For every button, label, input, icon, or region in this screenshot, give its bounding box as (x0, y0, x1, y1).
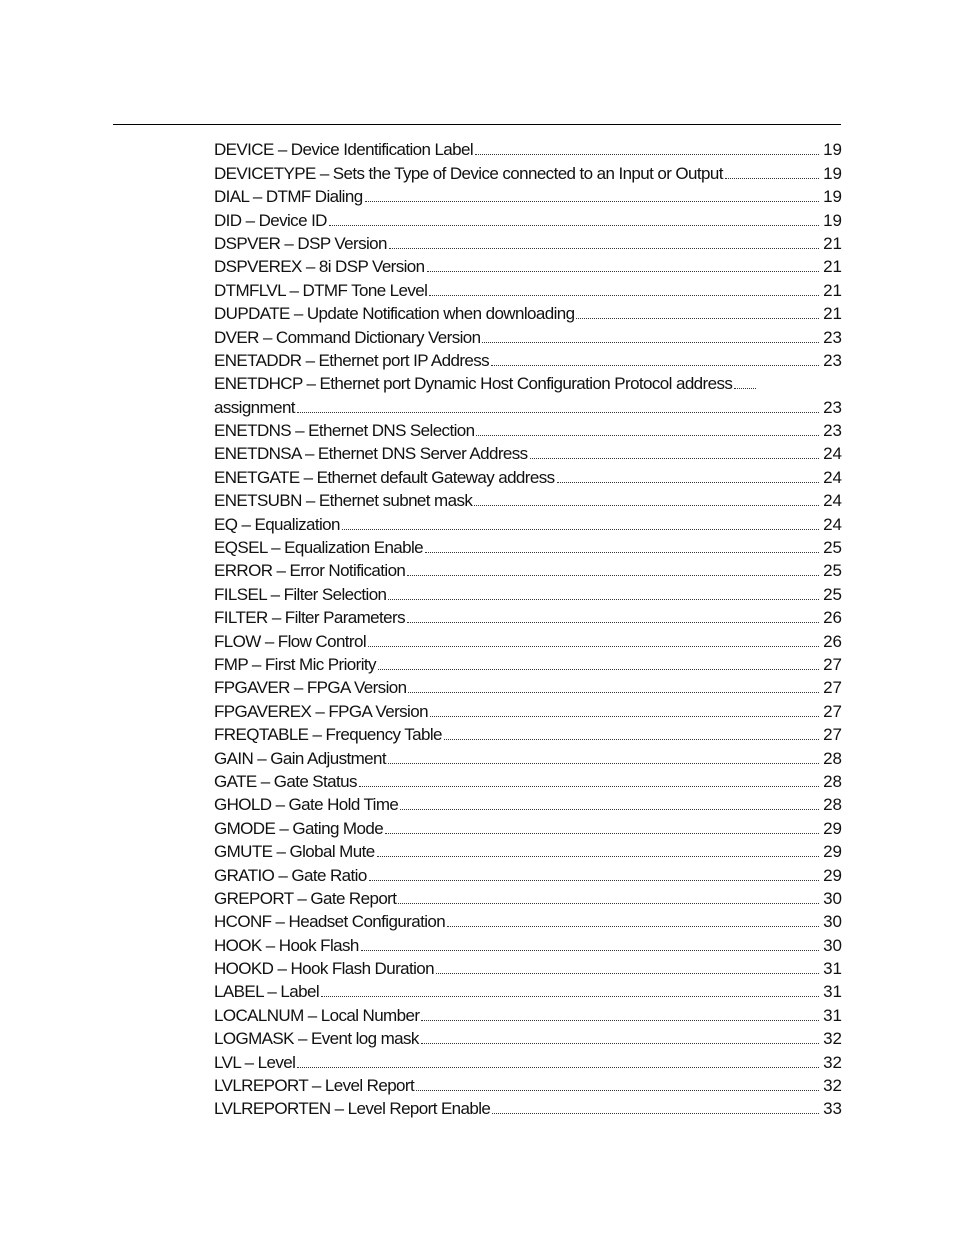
toc-entry[interactable] (214, 441, 842, 464)
toc-entry[interactable] (214, 1073, 842, 1096)
toc-entry-label: DVER – Command Dictionary Version (214, 327, 481, 347)
dot-leader (297, 412, 819, 413)
toc-entry[interactable] (214, 815, 842, 838)
toc-entry-label: FILTER – Filter Parameters (214, 608, 405, 628)
toc-entry-label: DEVICETYPE – Sets the Type of Device connected to an Input or Output (214, 163, 723, 183)
toc-page-number: 21 (823, 233, 842, 253)
toc-entry[interactable] (214, 324, 842, 347)
dot-leader (388, 599, 819, 600)
toc-entry-label: DSPVEREX – 8i DSP Version (214, 257, 425, 277)
dot-leader (385, 833, 819, 834)
toc-entry[interactable] (214, 371, 842, 394)
toc-page-number: 23 (823, 421, 842, 441)
toc-entry[interactable] (214, 886, 842, 909)
toc-entry[interactable] (214, 1026, 842, 1049)
toc-entry-label: LVL – Level (214, 1052, 296, 1072)
dot-leader (297, 1067, 819, 1068)
dot-leader (407, 575, 819, 576)
toc-entry[interactable] (214, 839, 842, 862)
toc-entry[interactable] (214, 1002, 842, 1025)
toc-entry-label: LVLREPORTEN – Level Report Enable (214, 1099, 491, 1119)
toc-page-number: 23 (823, 350, 842, 370)
toc-entry[interactable] (214, 745, 842, 768)
dot-leader (421, 1020, 819, 1021)
toc-entry-label: DSPVER – DSP Version (214, 233, 387, 253)
toc-entry-label: DEVICE – Device Identification Label (214, 140, 474, 160)
toc-entry-label: GHOLD – Gate Hold Time (214, 795, 399, 815)
dot-leader (361, 950, 819, 951)
dot-leader (557, 482, 820, 483)
toc-entry[interactable] (214, 722, 842, 745)
toc-page-number: 19 (823, 210, 842, 230)
toc-page-number: 28 (823, 748, 842, 768)
toc-page-number: 19 (823, 187, 842, 207)
dot-leader (576, 318, 819, 319)
toc-entry[interactable] (214, 277, 842, 300)
toc-entry[interactable] (214, 1049, 842, 1072)
toc-page-number: 25 (823, 561, 842, 581)
toc-page-number: 31 (823, 959, 842, 979)
toc-entry-label: GMUTE – Global Mute (214, 842, 375, 862)
toc-entry[interactable] (214, 348, 842, 371)
dot-leader (482, 342, 819, 343)
toc-page-number: 19 (823, 163, 842, 183)
toc-page-number: 27 (823, 654, 842, 674)
toc-entry-label: HOOKD – Hook Flash Duration (214, 959, 434, 979)
toc-entry-label: GATE – Gate Status (214, 771, 357, 791)
dot-leader (321, 996, 819, 997)
toc-entry-label: HOOK – Hook Flash (214, 935, 359, 955)
toc-entry-label: LOGMASK – Event log mask (214, 1029, 419, 1049)
toc-page-number: 29 (823, 842, 842, 862)
dot-leader (388, 763, 819, 764)
toc-entry-label: ENETDHCP – Ethernet port Dynamic Host Configuration Protocol address (214, 374, 733, 394)
toc-page-number: 29 (823, 818, 842, 838)
dot-leader (447, 926, 819, 927)
toc-entry[interactable] (214, 160, 842, 183)
dot-leader (474, 505, 819, 506)
toc-entry[interactable] (214, 956, 842, 979)
dot-leader (398, 903, 819, 904)
toc-entry-label: FPGAVEREX – FPGA Version (214, 701, 428, 721)
toc-page-number: 26 (823, 608, 842, 628)
dot-leader (425, 552, 819, 553)
toc-page-number: 31 (823, 982, 842, 1002)
toc-page-number: 24 (823, 491, 842, 511)
toc-entry-label: FREQTABLE – Frequency Table (214, 725, 442, 745)
toc-entry[interactable] (214, 628, 842, 651)
toc-entry[interactable] (214, 464, 842, 487)
toc-page-number: 30 (823, 912, 842, 932)
toc-page-number: 32 (823, 1052, 842, 1072)
dot-leader (329, 225, 819, 226)
toc-page-number: 26 (823, 631, 842, 651)
dot-leader (491, 365, 819, 366)
dot-leader (427, 271, 820, 272)
toc-entry-label: ENETSUBN – Ethernet subnet mask (214, 491, 473, 511)
toc-entry-label: LVLREPORT – Level Report (214, 1076, 415, 1096)
toc-page-number: 29 (823, 865, 842, 885)
toc-page-number: 21 (823, 280, 842, 300)
dot-leader (430, 716, 819, 717)
toc-entry[interactable] (214, 979, 842, 1002)
toc-entry-label: LOCALNUM – Local Number (214, 1005, 420, 1025)
toc-entry-label: ENETGATE – Ethernet default Gateway address (214, 467, 555, 487)
toc-entry-label: EQ – Equalization (214, 514, 340, 534)
toc-entry[interactable] (214, 792, 842, 815)
toc-entry-label: GMODE – Gating Mode (214, 818, 384, 838)
toc-page-number: 28 (823, 771, 842, 791)
toc-entry[interactable] (214, 652, 842, 675)
toc-entry-label: LABEL – Label (214, 982, 319, 1002)
toc-entry[interactable] (214, 675, 842, 698)
dot-leader (436, 973, 819, 974)
toc-entry-label: GAIN – Gain Adjustment (214, 748, 386, 768)
dot-leader (365, 201, 820, 202)
toc-page-number: 30 (823, 935, 842, 955)
dot-leader (369, 880, 819, 881)
dot-leader (368, 646, 819, 647)
toc-entry-label: DID – Device ID (214, 210, 327, 230)
toc-page-number: 28 (823, 795, 842, 815)
dot-leader (734, 388, 756, 389)
toc-entry[interactable] (214, 581, 842, 604)
toc-entry-label: ENETADDR – Ethernet port IP Address (214, 350, 490, 370)
dot-leader (389, 248, 819, 249)
toc-page-number: 24 (823, 514, 842, 534)
toc-entry[interactable] (214, 862, 842, 885)
toc-entry[interactable] (214, 418, 842, 441)
toc-entry[interactable] (214, 137, 842, 160)
dot-leader (492, 1113, 819, 1114)
toc-page-number: 27 (823, 725, 842, 745)
dot-leader (725, 178, 819, 179)
toc-entry-label: ERROR – Error Notification (214, 561, 406, 581)
toc-page-number: 27 (823, 701, 842, 721)
toc-page-number: 19 (823, 140, 842, 160)
header-rule (113, 124, 841, 125)
toc-entry-label: ENETDNS – Ethernet DNS Selection (214, 421, 475, 441)
dot-leader (444, 739, 819, 740)
toc-page-number: 21 (823, 304, 842, 324)
toc-entry-label: DTMFLVL – DTMF Tone Level (214, 280, 428, 300)
dot-leader (378, 669, 819, 670)
toc-page-number: 21 (823, 257, 842, 277)
toc-page-number: 31 (823, 1005, 842, 1025)
toc-page-number: 24 (823, 444, 842, 464)
toc-entry[interactable] (214, 254, 842, 277)
dot-leader (475, 154, 819, 155)
toc-entry[interactable] (214, 301, 842, 324)
toc-entry-continuation[interactable] (214, 394, 842, 417)
toc-entry-label: FPGAVER – FPGA Version (214, 678, 407, 698)
toc-entry[interactable] (214, 932, 842, 955)
toc-entry[interactable] (214, 231, 842, 254)
toc-page-number: 24 (823, 467, 842, 487)
toc-page-number: 32 (823, 1076, 842, 1096)
toc-entry-label: HCONF – Headset Configuration (214, 912, 446, 932)
toc-page-number: 33 (823, 1099, 842, 1119)
toc-entry-label: ENETDNSA – Ethernet DNS Server Address (214, 444, 528, 464)
dot-leader (429, 295, 819, 296)
toc-entry-label: FILSEL – Filter Selection (214, 584, 387, 604)
toc-page-number: 25 (823, 538, 842, 558)
dot-leader (400, 809, 819, 810)
toc-entry[interactable] (214, 1096, 842, 1119)
dot-leader (416, 1090, 819, 1091)
toc-entry[interactable] (214, 535, 842, 558)
toc-entry-label: DIAL – DTMF Dialing (214, 187, 363, 207)
toc-page-number: 32 (823, 1029, 842, 1049)
dot-leader (359, 786, 819, 787)
toc-entry[interactable] (214, 488, 842, 511)
dot-leader (408, 692, 819, 693)
toc-entry-label: FLOW – Flow Control (214, 631, 367, 651)
toc-page-number: 23 (823, 327, 842, 347)
toc-entry-label: GREPORT – Gate Report (214, 888, 397, 908)
dot-leader (407, 622, 819, 623)
dot-leader (377, 856, 820, 857)
toc-entry[interactable] (214, 511, 842, 534)
dot-leader (342, 529, 819, 530)
toc-page-number: 27 (823, 678, 842, 698)
toc-entry-label: FMP – First Mic Priority (214, 654, 376, 674)
toc-entry[interactable] (214, 698, 842, 721)
toc-entry[interactable] (214, 207, 842, 230)
toc-page-number: 30 (823, 888, 842, 908)
toc-entry-label: assignment (214, 397, 295, 417)
toc-entry-label: EQSEL – Equalization Enable (214, 538, 424, 558)
toc-entry[interactable] (214, 769, 842, 792)
dot-leader (530, 458, 820, 459)
toc-entry[interactable] (214, 909, 842, 932)
toc-page-number: 25 (823, 584, 842, 604)
toc-page-number: 23 (823, 397, 842, 417)
toc-entry[interactable] (214, 605, 842, 628)
toc-entry[interactable] (214, 558, 842, 581)
toc-entry-label: GRATIO – Gate Ratio (214, 865, 367, 885)
table-of-contents (214, 137, 842, 1119)
dot-leader (421, 1043, 819, 1044)
dot-leader (476, 435, 819, 436)
toc-entry[interactable] (214, 184, 842, 207)
toc-entry-label: DUPDATE – Update Notification when downloading (214, 304, 575, 324)
